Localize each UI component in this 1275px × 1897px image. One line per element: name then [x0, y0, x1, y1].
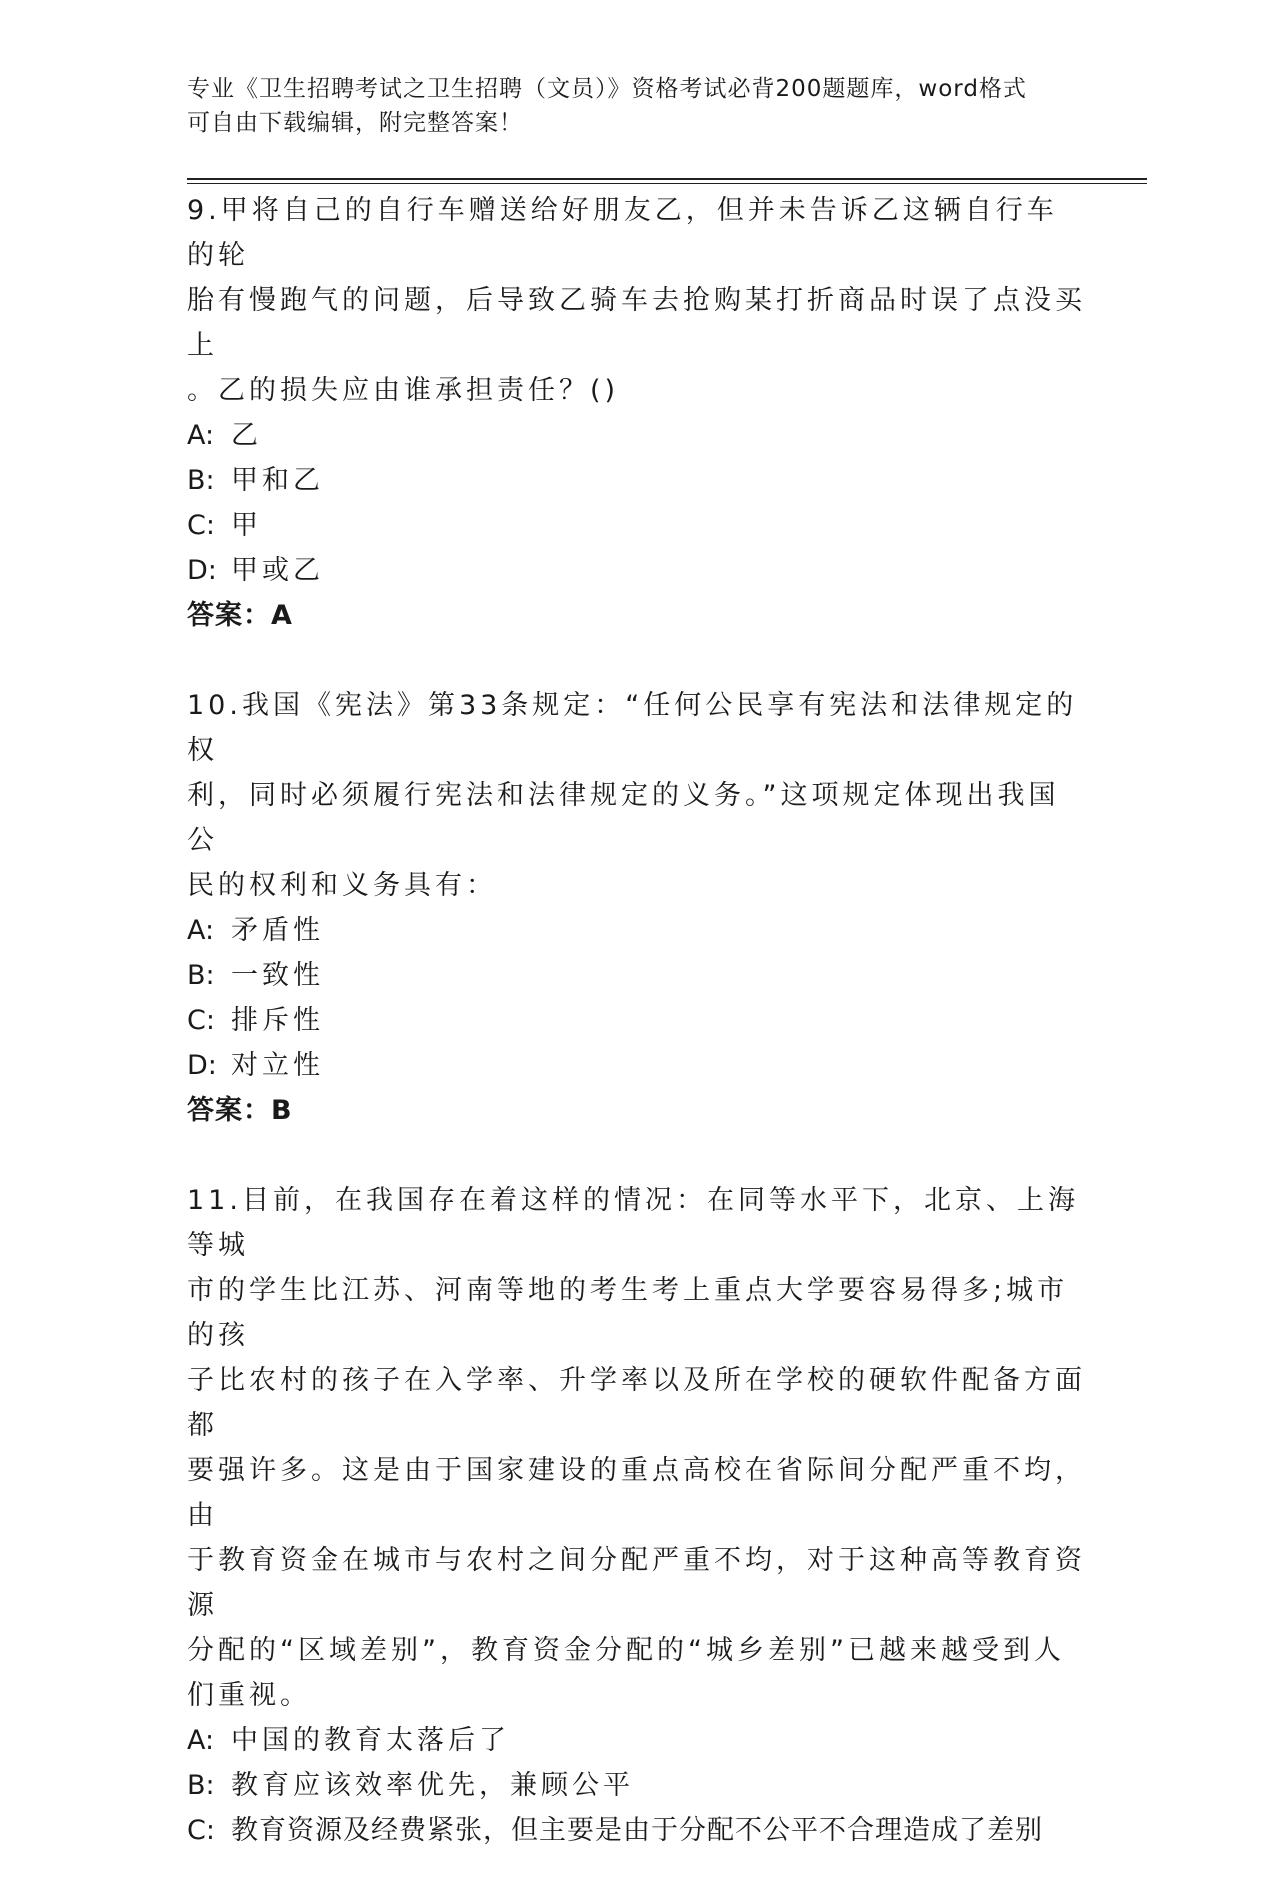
option-c [187, 503, 1087, 548]
answer-line: 答案：B [187, 1095, 293, 1126]
document-header [187, 72, 1067, 140]
option-letter: A: [187, 420, 215, 451]
option-letter: C: [187, 1005, 215, 1036]
option-c [187, 998, 1087, 1043]
option-b [187, 1763, 1087, 1808]
question-9 [187, 188, 1087, 639]
option-text: 排斥性 [231, 1005, 324, 1036]
option-a [187, 908, 1087, 953]
option-b [187, 953, 1087, 998]
question-text-line: 11.目前，在我国存在着这样的情况：在同等水平下，北京、上海等城 [187, 1185, 1079, 1261]
header-line-2: 可自由下载编辑，附完整答案！ [187, 110, 523, 136]
option-text: 甲和乙 [231, 465, 324, 496]
option-text: 教育资源及经费紧张，但主要是由于分配不公平不合理造成了差别 [231, 1815, 1043, 1846]
question-10 [187, 683, 1087, 1134]
question-text-line: 利，同时必须履行宪法和法律规定的义务。”这项规定体现出我国公 [187, 780, 1060, 856]
option-c [187, 1808, 1087, 1853]
question-text-line: 要强许多。这是由于国家建设的重点高校在省际间分配严重不均，由 [187, 1455, 1086, 1531]
question-text-line: 们重视。 [187, 1680, 311, 1711]
question-text-line: 。乙的损失应由谁承担责任？() [187, 375, 620, 406]
option-letter: C: [187, 510, 215, 541]
option-letter: C: [187, 1815, 215, 1846]
option-d [187, 1043, 1087, 1088]
question-text-line: 民的权利和义务具有： [187, 870, 497, 901]
option-letter: B: [187, 960, 215, 991]
option-text: 中国的教育太落后了 [231, 1725, 510, 1756]
header-line-1: 专业《卫生招聘考试之卫生招聘（文员）》资格考试必背200题题库，word格式 [187, 76, 1027, 102]
option-text: 一致性 [231, 960, 324, 991]
question-text-line: 于教育资金在城市与农村之间分配严重不均，对于这种高等教育资源 [187, 1545, 1086, 1621]
question-text-line: 市的学生比江苏、河南等地的考生考上重点大学要容易得多;城市的孩 [187, 1275, 1069, 1351]
answer-line: 答案：A [187, 600, 293, 631]
option-letter: B: [187, 1770, 215, 1801]
option-letter: A: [187, 915, 215, 946]
question-text-line: 9.甲将自己的自行车赠送给好朋友乙，但并未告诉乙这辆自行车的轮 [187, 195, 1058, 271]
option-d [187, 548, 1087, 593]
question-text-line: 子比农村的孩子在入学率、升学率以及所在学校的硬软件配备方面都 [187, 1365, 1086, 1441]
question-text-line: 胎有慢跑气的问题，后导致乙骑车去抢购某打折商品时误了点没买上 [187, 285, 1086, 361]
option-a [187, 1718, 1087, 1763]
option-letter: D: [187, 1050, 217, 1081]
option-letter: D: [187, 555, 217, 586]
question-11 [187, 1178, 1087, 1853]
question-text-line: 分配的“区域差别”，教育资金分配的“城乡差别”已越来越受到人 [187, 1635, 1065, 1666]
option-text: 教育应该效率优先，兼顾公平 [231, 1770, 634, 1801]
option-a [187, 413, 1087, 458]
option-text: 甲 [231, 510, 262, 541]
question-text-line: 10.我国《宪法》第33条规定：“任何公民享有宪法和法律规定的权 [187, 690, 1078, 766]
option-text: 矛盾性 [231, 915, 324, 946]
option-text: 甲或乙 [231, 555, 324, 586]
option-b [187, 458, 1087, 503]
option-text: 对立性 [231, 1050, 324, 1081]
question-list [187, 188, 1087, 1897]
option-text: 乙 [231, 420, 262, 451]
option-letter: B: [187, 465, 215, 496]
option-letter: A: [187, 1725, 215, 1756]
header-divider [187, 178, 1147, 184]
